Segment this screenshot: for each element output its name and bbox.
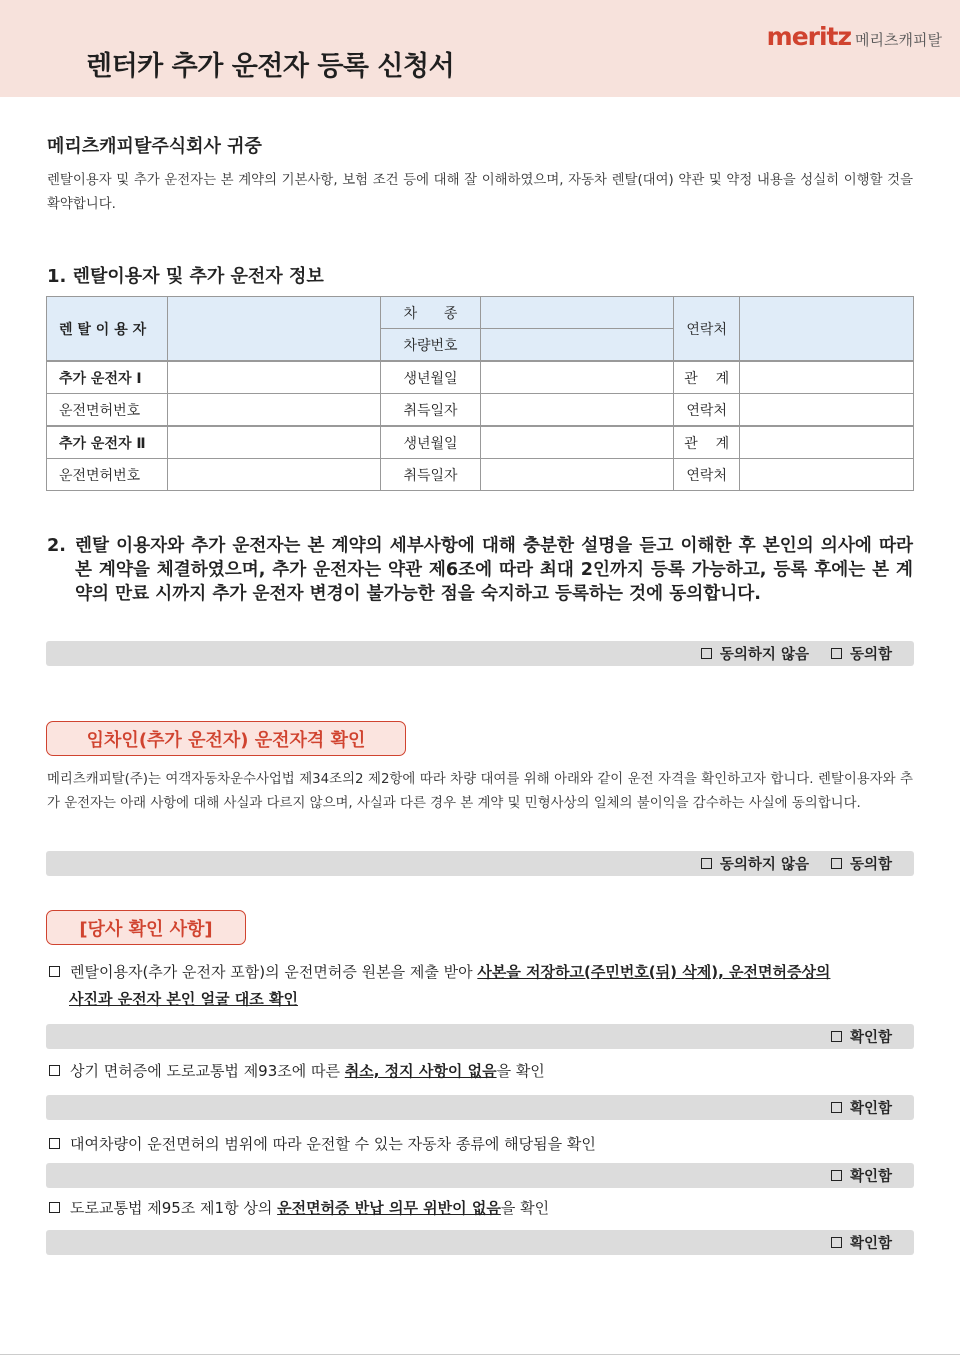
driver2-license-label: 운전면허번호 [47, 459, 168, 491]
driver1-relation-label: 관 계 [674, 361, 740, 394]
checkbox-icon[interactable] [831, 648, 842, 659]
checkbox-icon[interactable] [49, 1202, 60, 1213]
checkbox-icon[interactable] [831, 1170, 842, 1181]
driver1-birth-field[interactable] [481, 361, 674, 394]
driver1-label: 추가 운전자 Ⅰ [47, 361, 168, 394]
section1-title: 1. 렌탈이용자 및 추가 운전자 정보 [47, 266, 324, 287]
driver1-relation-field[interactable] [740, 361, 914, 394]
plate-field[interactable] [481, 329, 674, 362]
info-table [46, 296, 914, 491]
section2-text: 렌탈 이용자와 추가 운전자는 본 계약의 세부사항에 대해 충분한 설명을 듣고 이해한 후 본인의 의사에 따라 본 계약을 체결하였으며, 추가 운전자는 약관 제6조에 따라 최대 2인까지 등록 가능하고, 등록 후에는 본 계약의 만료 시까지 추가 운전자 변경이 불가능한 점을 숙지하고 등록하는 것에 동의합니다. [75, 536, 913, 604]
bottom-divider [0, 1354, 960, 1355]
renter-contact-label: 연락처 [674, 297, 740, 362]
company-check-title: [당사 확인 사항] [46, 910, 246, 945]
disagree-option-1[interactable]: 동의하지 않음 [701, 643, 809, 664]
consent-bar-1 [46, 641, 914, 666]
check-item-4: 도로교통법 제95조 제1항 상의 운전면허증 반납 의무 위반이 없음을 확인 [49, 1195, 915, 1222]
check-item-2: 상기 면허증에 도로교통법 제93조에 따른 취소, 정지 사항이 없음을 확인 [49, 1058, 915, 1085]
confirm-option-4[interactable]: 확인함 [831, 1232, 892, 1253]
driver2-license-field[interactable] [167, 459, 380, 491]
form-title: 렌터카 추가 운전자 등록 신청서 [86, 51, 455, 82]
driver1-contact-label: 연락처 [674, 394, 740, 427]
driver1-acquired-label: 취득일자 [380, 394, 481, 427]
checkbox-icon[interactable] [831, 858, 842, 869]
plate-label: 차량번호 [380, 329, 481, 362]
confirm-bar-4 [46, 1230, 914, 1255]
logo-sub: 메리츠캐피탈 [855, 31, 942, 49]
confirm-option-3[interactable]: 확인함 [831, 1165, 892, 1186]
driver2-acquired-field[interactable] [481, 459, 674, 491]
meritz-logo [767, 22, 942, 51]
header-band [0, 0, 960, 97]
agree-option-2[interactable]: 동의함 [831, 853, 892, 874]
qualification-paragraph: 메리츠캐피탈(주)는 여객자동차운수사업법 제34조의2 제2항에 따라 차량 대여를 위해 아래와 같이 운전 자격을 확인하고자 합니다. 렌탈이용자와 추가 운전자는 아래 사항에 대해 사실과 다르지 않으며, 사실과 다른 경우 본 계약 및 민형사상의 일체의 불이익을 감수하는 사실에 동의합니다. [47, 772, 913, 811]
check-item-1: 렌탈이용자(추가 운전자 포함)의 운전면허증 원본을 제출 받아 사본을 저장하고(주민번호(뒤) 삭제), 운전면허증상의 사진과 운전자 본인 얼굴 대조 확인 [49, 959, 915, 1013]
checkbox-icon[interactable] [701, 648, 712, 659]
confirm-option-2[interactable]: 확인함 [831, 1097, 892, 1118]
checkbox-icon[interactable] [49, 966, 60, 977]
qualification-title: 임차인(추가 운전자) 운전자격 확인 [46, 721, 406, 756]
checkbox-icon[interactable] [701, 858, 712, 869]
section2-number: 2. [47, 536, 66, 556]
checkbox-icon[interactable] [831, 1237, 842, 1248]
renter-label: 렌 탈 이 용 자 [47, 297, 168, 362]
driver2-relation-field[interactable] [740, 426, 914, 459]
confirm-bar-1 [46, 1024, 914, 1049]
driver2-name-field[interactable] [167, 426, 380, 459]
addressee: 메리츠캐피탈주식회사 귀중 [47, 136, 262, 157]
logo-brand: meritz [766, 22, 852, 51]
checkbox-icon[interactable] [49, 1065, 60, 1076]
driver1-name-field[interactable] [167, 361, 380, 394]
driver2-contact-field[interactable] [740, 459, 914, 491]
section2 [47, 534, 913, 606]
car-type-label: 차 종 [380, 297, 481, 329]
checkbox-icon[interactable] [49, 1138, 60, 1149]
car-type-field[interactable] [481, 297, 674, 329]
renter-field[interactable] [167, 297, 380, 362]
consent-bar-2 [46, 851, 914, 876]
driver1-acquired-field[interactable] [481, 394, 674, 427]
check-item-3: 대여차량이 운전면허의 범위에 따라 운전할 수 있는 자동차 종류에 해당됨을 확인 [49, 1131, 915, 1158]
confirm-bar-2 [46, 1095, 914, 1120]
driver1-contact-field[interactable] [740, 394, 914, 427]
driver2-relation-label: 관 계 [674, 426, 740, 459]
confirm-bar-3 [46, 1163, 914, 1188]
agree-option-1[interactable]: 동의함 [831, 643, 892, 664]
driver1-license-field[interactable] [167, 394, 380, 427]
driver2-acquired-label: 취득일자 [380, 459, 481, 491]
checkbox-icon[interactable] [831, 1102, 842, 1113]
driver2-birth-label: 생년월일 [380, 426, 481, 459]
driver2-label: 추가 운전자 Ⅱ [47, 426, 168, 459]
driver2-contact-label: 연락처 [674, 459, 740, 491]
driver2-birth-field[interactable] [481, 426, 674, 459]
driver1-birth-label: 생년월일 [380, 361, 481, 394]
intro-paragraph: 렌탈이용자 및 추가 운전자는 본 계약의 기본사항, 보험 조건 등에 대해 잘 이해하였으며, 자동차 렌탈(대여) 약관 및 약정 내용을 성실히 이행할 것을 확약합니다. [47, 173, 913, 212]
renter-contact-field[interactable] [740, 297, 914, 362]
driver1-license-label: 운전면허번호 [47, 394, 168, 427]
disagree-option-2[interactable]: 동의하지 않음 [701, 853, 809, 874]
checkbox-icon[interactable] [831, 1031, 842, 1042]
confirm-option-1[interactable]: 확인함 [831, 1026, 892, 1047]
